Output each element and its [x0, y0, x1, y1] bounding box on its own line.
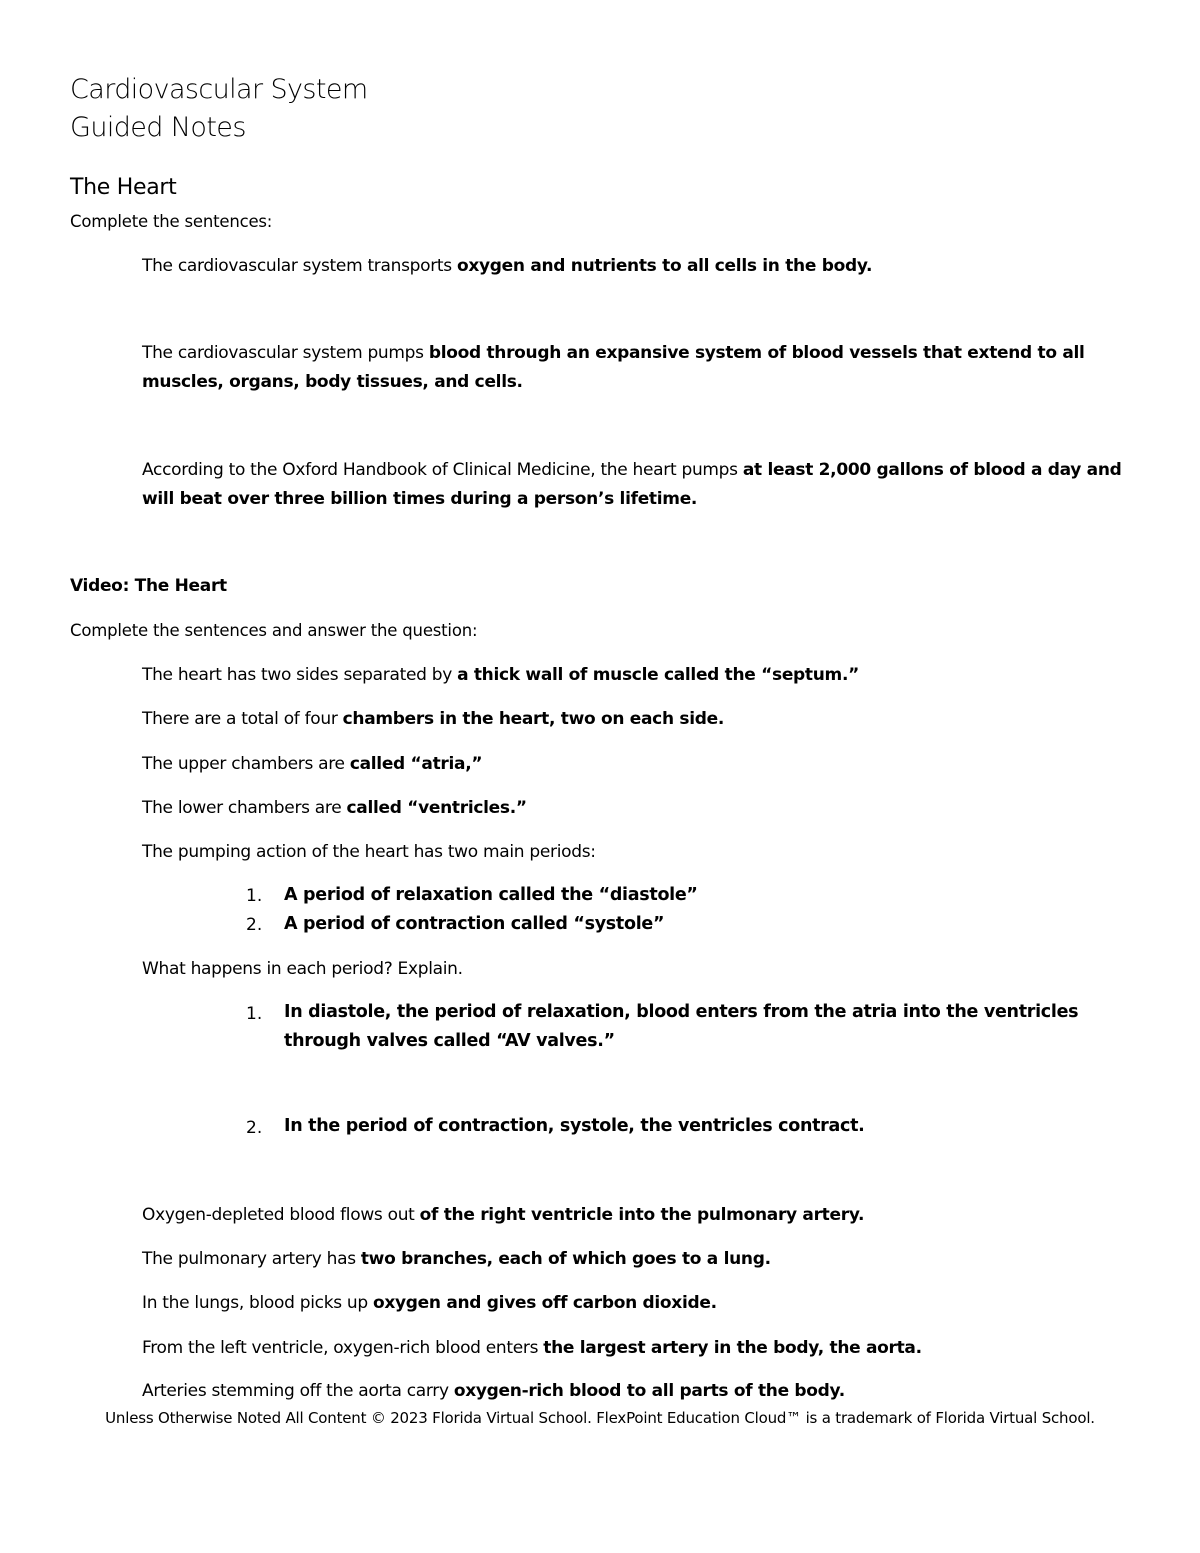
sentence-1 [142, 252, 872, 281]
sentence-answer: blood through an expansive system of blood vessels that extend to all muscles, organs, body tissues, and cells. [142, 343, 1085, 392]
copyright-footer: Unless Otherwise Noted All Content © 2023 Florida Virtual School. FlexPoint Education Cloud™ is a trademark of Florida Virtual School. [105, 1409, 1095, 1427]
sentence-answer: oxygen and gives off carbon dioxide. [372, 1293, 717, 1313]
list-number: 1. [246, 1004, 263, 1024]
sentence-2 [142, 339, 1132, 397]
question-explain: What happens in each period? Explain. [142, 959, 463, 979]
sentence-oxygen-depleted [142, 1201, 864, 1230]
period-item-systole: A period of contraction called “systole” [284, 914, 665, 934]
answer-item-diastole: In diastole, the period of relaxation, blood enters from the atria into the ventricles through valves called “AV valves.” [284, 1002, 1079, 1051]
sentence-prompt: The lower chambers are [142, 798, 347, 818]
list-number: 1. [246, 886, 263, 906]
sentence-prompt: The pulmonary artery has [142, 1249, 361, 1269]
list-number: 2. [246, 915, 263, 935]
sentence-septum [142, 661, 859, 690]
sentence-prompt: According to the Oxford Handbook of Clinical Medicine, the heart pumps [142, 460, 743, 480]
sentence-answer: oxygen and nutrients to all cells in the body. [456, 256, 873, 276]
period-item-diastole: A period of relaxation called the “diastole” [284, 885, 698, 905]
sentence-prompt: Arteries stemming off the aorta carry [142, 1381, 454, 1401]
section-heading-video: Video: The Heart [70, 576, 227, 596]
sentence-prompt: The heart has two sides separated by [142, 665, 458, 685]
section-heading-the-heart: The Heart [70, 175, 177, 200]
sentence-answer: chambers in the heart, two on each side. [342, 709, 724, 729]
sentence-answer: oxygen-rich blood to all parts of the body. [453, 1381, 845, 1401]
sentence-answer: called “ventricles.” [346, 798, 527, 818]
sentence-aorta [142, 1334, 922, 1363]
sentence-lower-chambers [142, 794, 527, 823]
sentence-answer: the largest artery in the body, the aorta. [543, 1338, 922, 1358]
document-title: Cardiovascular System [70, 74, 368, 105]
sentence-lungs [142, 1289, 717, 1318]
sentence-prompt: The cardiovascular system transports [142, 256, 457, 276]
sentence-prompt: The cardiovascular system pumps [142, 343, 429, 363]
sentence-answer: called “atria,” [349, 754, 483, 774]
sentence-prompt: Oxygen-depleted blood flows out [142, 1205, 420, 1225]
sentence-answer: at least 2,000 gallons of blood a day and will beat over three billion times during a person’s lifetime. [142, 460, 1122, 509]
sentence-upper-chambers [142, 750, 482, 779]
answer-item-systole: In the period of contraction, systole, the ventricles contract. [284, 1116, 865, 1136]
sentence-chambers [142, 705, 724, 734]
sentence-answer: a thick wall of muscle called the “septum.” [457, 665, 860, 685]
sentence-prompt: There are a total of four [142, 709, 343, 729]
sentence-answer: two branches, each of which goes to a lung. [360, 1249, 771, 1269]
sentence-answer: of the right ventricle into the pulmonary artery. [419, 1205, 865, 1225]
sentence-prompt: In the lungs, blood picks up [142, 1293, 373, 1313]
sentence-3 [142, 456, 1132, 514]
sentence-pumping-action: The pumping action of the heart has two main periods: [142, 842, 596, 862]
sentence-prompt: From the left ventricle, oxygen-rich blood enters [142, 1338, 544, 1358]
list-number: 2. [246, 1118, 263, 1138]
section-instruction: Complete the sentences: [70, 212, 273, 231]
sentence-arteries [142, 1377, 845, 1406]
sentence-prompt: The upper chambers are [142, 754, 350, 774]
section-instruction: Complete the sentences and answer the question: [70, 621, 478, 640]
document-subtitle: Guided Notes [70, 112, 246, 143]
sentence-pulmonary-artery [142, 1245, 771, 1274]
